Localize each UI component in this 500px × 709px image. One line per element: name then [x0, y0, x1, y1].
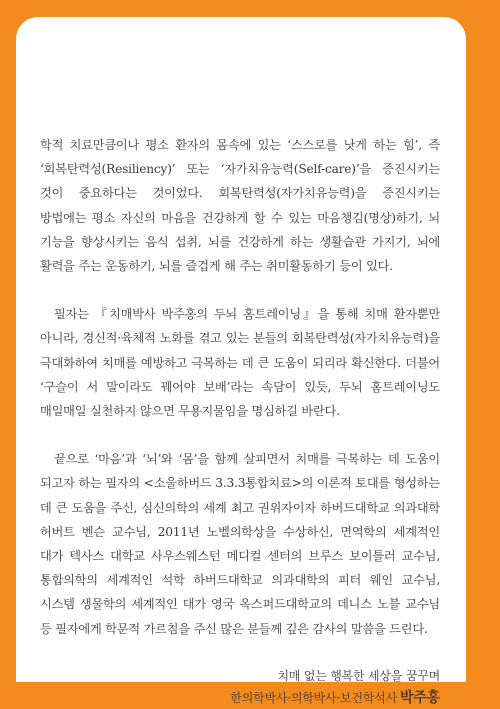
body-paragraph-3: 끝으로 ‘마음’과 ‘뇌’와 ‘몸’을 함께 살피면서 치매를 극복하는 데 도움이 되고자 하는 필자의 <소울하버드 3.3.3통합치료>의 이론적 토대를 형성하는 데 큰 도움을 주신, 심신의학의 세계 최고 권위자이자 하버드대학교 의과대학 허버트 벤슨 교수님, 2011년 노벨의학상을 수상하신, 면역학의 세계적인 대가 텍사스 대학교 사우스웨스턴 메디컬 센터의 브루스 보이틀러 교수님, 통합의학의 세계적인 석학 하버드대학교 의과대학의 피터 웨인 교수님, 시스템 생물학의 세계적인 대가 영국 옥스퍼드대학교의 데니스 노블 교수님 등 필자에게 학문적 가르침을 주신 많은 분들께 깊은 감사의 말씀을 드린다.: [40, 452, 440, 636]
author-credentials: 한의학박사·의학박사·보건학석사: [230, 690, 398, 705]
closing-motto: 치매 없는 행복한 세상을 꿈꾸며: [277, 668, 440, 683]
closing-signature: [40, 665, 440, 709]
author-name: 박주홍: [400, 689, 440, 706]
author-line: [40, 687, 440, 709]
body-paragraph-2: 필자는 『치매박사 박주홍의 두뇌 홈트레이닝』을 통해 치매 환자뿐만 아니라, 경신적·육체적 노화를 겪고 있는 분들의 회복탄력성(자가치유능력)을 극대화하여 치매를 예방하고 극복하는 데 큰 도움이 되리라 확신한다. 더불어 ‘구슬이 서 말이라도 꿰어야 보배’라는 속담이 있듯, 두뇌 홈트레이닝도 매일매일 실천하지 않으면 무용지물임을 명심하길 바란다.: [40, 307, 440, 419]
body-paragraph-1: 학적 치료만큼이나 평소 환자의 몸속에 있는 ‘스스로를 낫게 하는 힘’, 즉 ‘회복탄력성(Resiliency)’ 또는 ‘자가치유능력(Self-care)’을 증진시키는 것이 중요하다는 것이었다. 회복탄력성(자가치유능력)을 증진시키는 방법에는 평소 자신의 마음을 건강하게 할 수 있는 마음챙김(명상)하기, 뇌 기능을 향상시키는 음식 섭취, 뇌를 건강하게 하는 생활습관 가지기, 뇌에 활력을 주는 운동하기, 뇌를 즐겁게 해 주는 취미활동하기 등이 있다.: [40, 138, 440, 274]
page-card: [16, 17, 466, 706]
